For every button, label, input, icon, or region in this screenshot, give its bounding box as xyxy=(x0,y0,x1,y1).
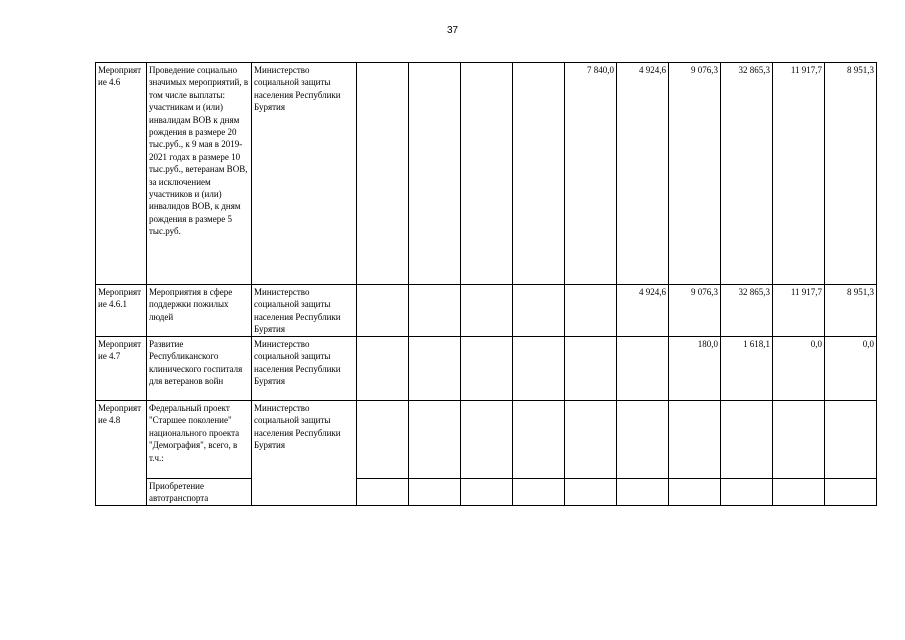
row-executor: Министерство социальной защиты населения Республики Бурятия xyxy=(252,285,357,337)
row-executor: Министерство социальной защиты населения Республики Бурятия xyxy=(252,401,357,506)
row-code: Мероприятие 4.7 xyxy=(96,337,147,401)
value-cell: 11 917,7 xyxy=(773,285,825,337)
value-cell xyxy=(513,479,565,506)
value-cell xyxy=(773,479,825,506)
value-cell xyxy=(409,285,461,337)
value-cell xyxy=(721,401,773,479)
value-cell: 8 951,3 xyxy=(825,285,877,337)
value-cell xyxy=(617,479,669,506)
value-cell xyxy=(669,479,721,506)
value-cell xyxy=(357,285,409,337)
value-cell xyxy=(513,337,565,401)
value-cell: 11 917,7 xyxy=(773,63,825,285)
value-cell xyxy=(461,337,513,401)
value-cell xyxy=(357,479,409,506)
value-cell xyxy=(357,337,409,401)
value-cell: 0,0 xyxy=(773,337,825,401)
row-code: Мероприятие 4.8 xyxy=(96,401,147,506)
row-code: Мероприятие 4.6.1 xyxy=(96,285,147,337)
value-cell xyxy=(461,63,513,285)
value-cell xyxy=(669,401,721,479)
table-row xyxy=(96,401,877,479)
value-cell: 180,0 xyxy=(669,337,721,401)
value-cell xyxy=(721,479,773,506)
value-cell xyxy=(461,479,513,506)
value-cell xyxy=(409,401,461,479)
value-cell xyxy=(409,337,461,401)
table-row xyxy=(96,285,877,337)
value-cell xyxy=(357,63,409,285)
value-cell xyxy=(461,285,513,337)
value-cell xyxy=(357,401,409,479)
table-row xyxy=(96,63,877,285)
value-cell xyxy=(565,401,617,479)
budget-table xyxy=(95,62,877,506)
value-cell: 4 924,6 xyxy=(617,285,669,337)
table-row xyxy=(96,337,877,401)
value-cell xyxy=(565,479,617,506)
table-row xyxy=(96,479,877,506)
value-cell: 0,0 xyxy=(825,337,877,401)
row-executor: Министерство социальной защиты населения Республики Бурятия xyxy=(252,63,357,285)
value-cell: 32 865,3 xyxy=(721,285,773,337)
value-cell: 9 076,3 xyxy=(669,63,721,285)
value-cell xyxy=(513,285,565,337)
value-cell xyxy=(617,337,669,401)
value-cell: 9 076,3 xyxy=(669,285,721,337)
page-number: 37 xyxy=(446,25,459,36)
row-name: Мероприятия в сфере поддержки пожилых людей xyxy=(147,285,252,337)
row-code: Мероприятие 4.6 xyxy=(96,63,147,285)
row-name: Федеральный проект "Старшее поколение" национального проекта "Демография", всего, в т.ч.: xyxy=(147,401,252,479)
value-cell xyxy=(513,63,565,285)
value-cell: 32 865,3 xyxy=(721,63,773,285)
value-cell: 1 618,1 xyxy=(721,337,773,401)
row-name: Развитие Республиканского клинического госпиталя для ветеранов войн xyxy=(147,337,252,401)
value-cell: 8 951,3 xyxy=(825,63,877,285)
value-cell: 7 840,0 xyxy=(565,63,617,285)
value-cell xyxy=(773,401,825,479)
value-cell xyxy=(617,401,669,479)
value-cell xyxy=(409,63,461,285)
value-cell xyxy=(461,401,513,479)
value-cell: 4 924,6 xyxy=(617,63,669,285)
value-cell xyxy=(825,479,877,506)
row-name: Проведение социально значимых мероприятий, в том числе выплаты: участникам и (или) инвалидам ВОВ к дням рождения в размере 20 тыс.руб., к 9 мая в 2019-2021 годах в размере 10 тыс.руб., ветеранам ВОВ, за исключением участников и (или) инвалидов ВОВ, к дням рождения в размере 5 тыс.руб. xyxy=(147,63,252,285)
value-cell xyxy=(513,401,565,479)
value-cell xyxy=(409,479,461,506)
value-cell xyxy=(565,285,617,337)
value-cell xyxy=(565,337,617,401)
value-cell xyxy=(825,401,877,479)
row-name: Приобретение автотранспорта xyxy=(147,479,252,506)
row-executor: Министерство социальной защиты населения Республики Бурятия xyxy=(252,337,357,401)
